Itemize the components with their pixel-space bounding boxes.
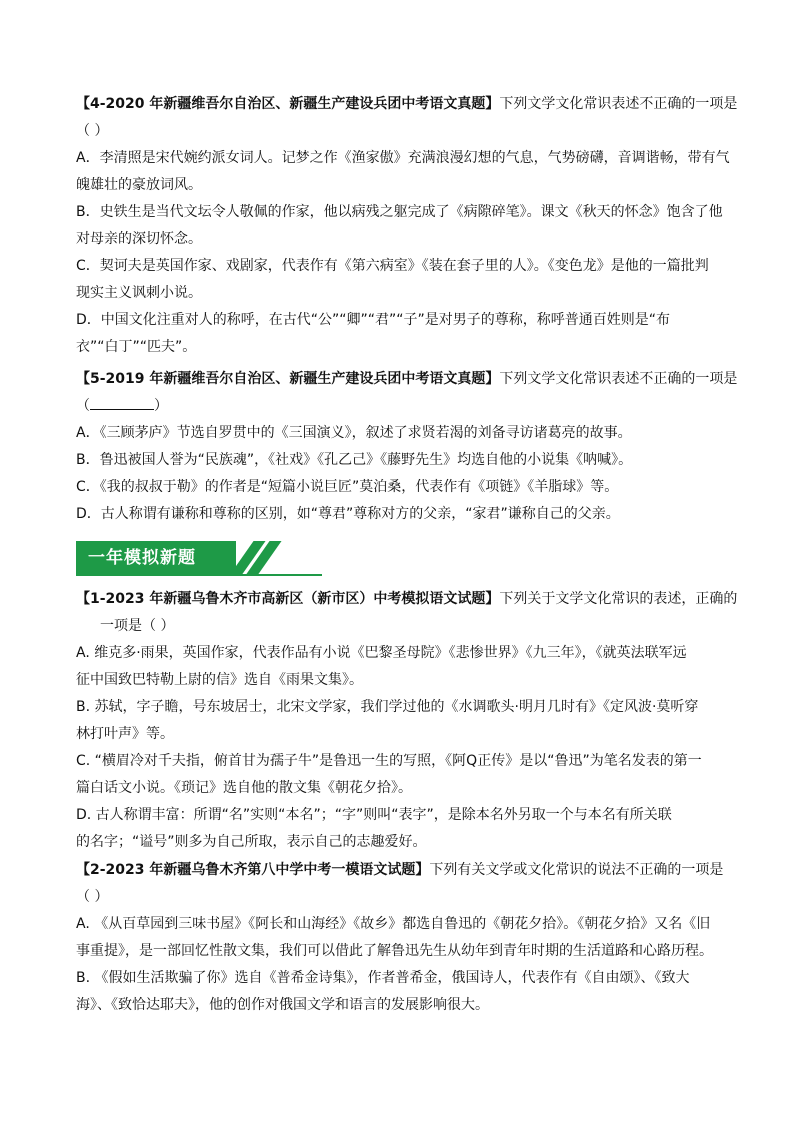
question-prompt: 下列文学文化常识表述不正确的一项是 — [499, 96, 738, 112]
option-a-line2: 征中国致巴特勒上尉的信》选自《雨果文集》。 — [76, 672, 363, 688]
option-d-line2: 衣”“白丁”“匹夫”。 — [76, 339, 197, 355]
answer-paren: （ ） — [76, 889, 109, 905]
banner-underline — [76, 574, 322, 576]
blank-line — [90, 395, 154, 410]
mock-question-1 — [76, 586, 738, 856]
option-c-line2: 现实主义讽刺小说。 — [76, 285, 202, 301]
option-b-line1: B．史铁生是当代文坛令人敬佩的作家，他以病残之躯完成了《病隙碎笔》。课文《秋天的怀念》饱含了他 — [76, 204, 723, 220]
question-source: 【1-2023 年新疆乌鲁木齐市高新区（新市区）中考模拟语文试题】 — [76, 591, 500, 607]
option-b-line2: 对母亲的深切怀念。 — [76, 231, 202, 247]
option-b-line1: B. 《假如生活欺骗了你》选自《普希金诗集》，作者普希金，俄国诗人，代表作有《自由颂》、《致大 — [76, 970, 690, 986]
question-stem — [76, 857, 722, 884]
question-source: 【5-2019 年新疆维吾尔自治区、新疆生产建设兵团中考语文真题】 — [76, 371, 500, 387]
section-banner — [76, 541, 322, 577]
section-title: 一年模拟新题 — [88, 548, 196, 568]
question-5 — [76, 366, 738, 528]
question-stem-cont: 一项是（ ） — [100, 618, 175, 634]
option-a-line1: A. 《从百草园到三味书屋》《阿长和山海经》《故乡》都选自鲁迅的《朝花夕拾》。《朝花夕拾》又名《旧 — [76, 916, 711, 932]
question-source: 【4-2020 年新疆维吾尔自治区、新疆生产建设兵团中考语文真题】 — [76, 96, 500, 112]
option-d-line1: D．中国文化注重对人的称呼，在古代“公”“卿”“君”“子”是对男子的尊称，称呼普通百姓则是“布 — [76, 312, 671, 328]
question-prompt: 下列文学文化常识表述不正确的一项是 — [499, 371, 738, 387]
question-prompt: 下列关于文学文化常识的表述，正确的 — [499, 591, 738, 607]
question-4 — [76, 91, 738, 361]
option-c-line1: C. “横眉冷对千夫指，俯首甘为孺子牛”是鲁迅一生的写照，《阿Q正传》是以“鲁迅”为笔名发表的第一 — [76, 753, 702, 769]
option-b-line2: 林打叶声》等。 — [76, 726, 174, 742]
question-stem — [76, 91, 738, 118]
option-d: D．古人称谓有谦称和尊称的区别，如“尊君”尊称对方的父亲，“家君”谦称自己的父亲。 — [76, 506, 620, 522]
answer-blank: （ ） — [76, 393, 722, 420]
option-a-line1: A．李清照是宋代婉约派女词人。记梦之作《渔家傲》充满浪漫幻想的气息，气势磅礴，音调谐畅，带有气 — [76, 150, 730, 166]
option-a-line2: 魄雄壮的豪放词风。 — [76, 177, 202, 193]
option-a-line2: 事重提》，是一部回忆性散文集，我们可以借此了解鲁迅先生从幼年到青年时期的生活道路和心路历程。 — [76, 943, 713, 959]
question-prompt: 下列有关文学或文化常识的说法不正确的一项是 — [429, 862, 724, 878]
option-c-line1: C．契诃夫是英国作家、戏剧家，代表作有《第六病室》《装在套子里的人》。《变色龙》是他的一篇批判 — [76, 258, 709, 274]
option-d-line2: 的名字；“谥号”则多为自己所取，表示自己的志趣爱好。 — [76, 834, 427, 850]
answer-paren: （ ） — [76, 123, 109, 139]
question-source: 【2-2023 年新疆乌鲁木齐第八中学中考一模语文试题】 — [76, 862, 430, 878]
option-c: C．《我的叔叔于勒》的作者是“短篇小说巨匠”莫泊桑，代表作有《项链》《羊脂球》等。 — [76, 479, 619, 495]
option-c-line2: 篇白话文小说。《琐记》选自他的散文集《朝花夕拾》。 — [76, 780, 412, 796]
option-a: A．《三顾茅庐》节选自罗贯中的《三国演义》，叙述了求贤若渴的刘备寻访诸葛亮的故事。 — [76, 425, 632, 441]
option-b-line1: B. 苏轼，字子瞻，号东坡居士，北宋文学家，我们学过他的《水调歌头·明月几时有》《定风波·莫听穿 — [76, 699, 699, 715]
mock-question-2 — [76, 857, 722, 1019]
question-stem — [76, 586, 738, 613]
option-b-line2: 海》、《致恰达耶夫》，他的创作对俄国文学和语言的发展影响很大。 — [76, 997, 489, 1013]
option-b: B．鲁迅被国人誉为“民族魂”，《社戏》《孔乙己》《藤野先生》均选自他的小说集《呐喊》。 — [76, 452, 633, 468]
option-a-line1: A. 维克多·雨果，英国作家，代表作品有小说《巴黎圣母院》《悲惨世界》《九三年》，《就英法联军远 — [76, 645, 687, 661]
option-d-line1: D. 古人称谓丰富：所谓“名”实则“本名”；“字”则叫“表字”，是除本名外另取一个与本名有所关联 — [76, 807, 672, 823]
question-stem — [76, 366, 738, 393]
